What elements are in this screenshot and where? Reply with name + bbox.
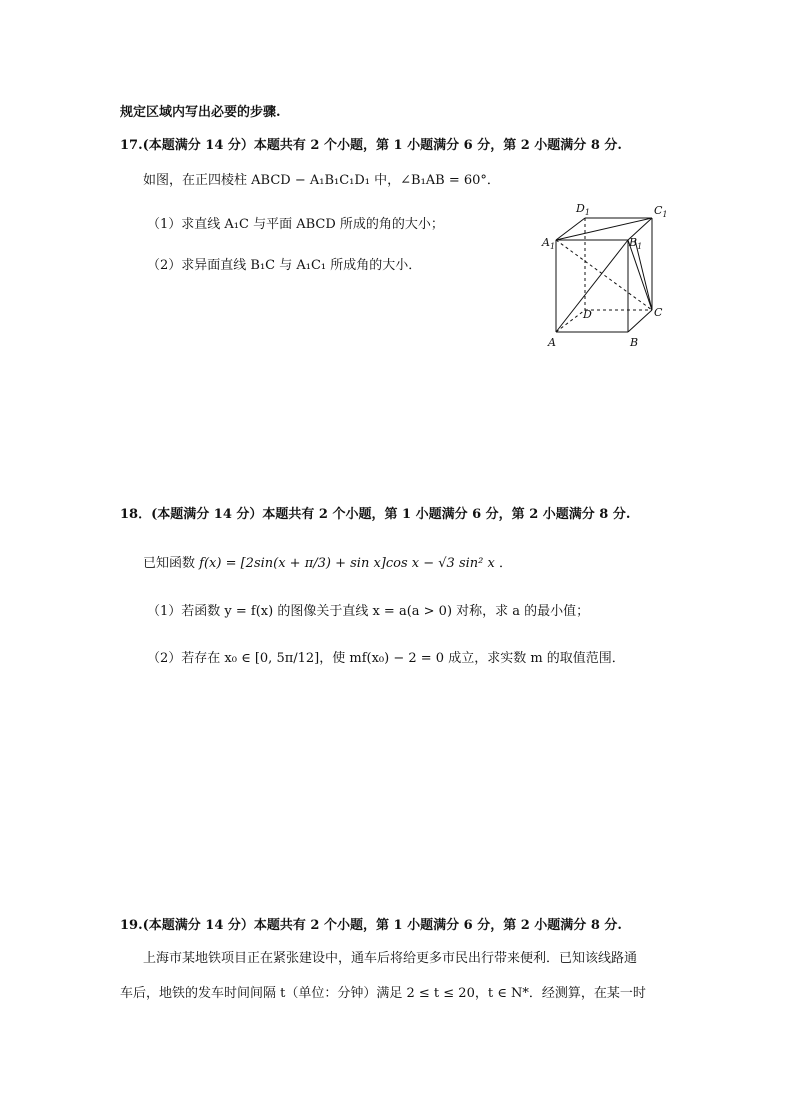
header-note: 规定区域内写出必要的步骤.: [120, 105, 281, 120]
q17-part2: （2）求异面直线 B₁C 与 A₁C₁ 所成角的大小．: [147, 258, 422, 273]
label-d: D: [583, 308, 592, 321]
q19-line2: 车后，地铁的发车时间间隔 t（单位：分钟）满足 2 ≤ t ≤ 20，t ∈ N*．经测算，在某一时: [120, 986, 646, 1001]
label-a1: $A_1$: [542, 236, 556, 251]
q18-intro-suffix: ．: [498, 556, 512, 571]
label-b: B: [630, 336, 639, 349]
prism-figure: [540, 196, 680, 352]
q18-title: 18．(本题满分 14 分）本题共有 2 个小题，第 1 小题满分 6 分，第 2 小题满分 8 分.: [120, 507, 631, 522]
label-c: C: [654, 306, 663, 319]
label-a: A: [548, 336, 556, 349]
q17-part1: （1）求直线 A₁C 与平面 ABCD 所成的角的大小；: [147, 217, 444, 232]
q19-line1: 上海市某地铁项目正在紧张建设中，通车后将给更多市民出行带来便利．已知该线路通: [143, 951, 638, 966]
q18-intro: [143, 555, 512, 573]
q17-title: 17.(本题满分 14 分）本题共有 2 个小题，第 1 小题满分 6 分，第 2 小题满分 8 分.: [120, 138, 622, 153]
q17-intro: 如图，在正四棱柱 ABCD − A₁B₁C₁D₁ 中，∠B₁AB = 60°．: [143, 173, 500, 188]
q19-title: 19.(本题满分 14 分）本题共有 2 个小题，第 1 小题满分 6 分，第 2 小题满分 8 分.: [120, 918, 622, 933]
label-b1: $B_1$: [629, 236, 643, 251]
q18-intro-prefix: 已知函数: [143, 556, 196, 571]
q18-intro-formula: f(x) = [2sin(x + π/3) + sin x]cos x − √3 sin² x: [199, 556, 495, 571]
q18-part2: （2）若存在 x₀ ∈ [0, 5π/12]，使 mf(x₀) − 2 = 0 成立，求实数 m 的取值范围．: [147, 651, 625, 666]
label-d1: $D_1$: [576, 202, 590, 217]
label-c1: $C_1$: [654, 204, 668, 219]
q18-part1: （1）若函数 y = f(x) 的图像关于直线 x = a(a > 0) 对称，求 a 的最小值；: [147, 604, 590, 619]
